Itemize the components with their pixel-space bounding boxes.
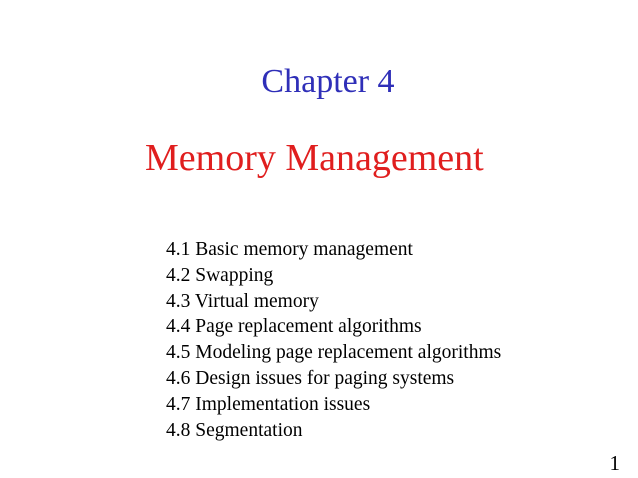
toc-item: 4.5 Modeling page replacement algorithms — [166, 342, 502, 364]
toc-item: 4.1 Basic memory management — [166, 239, 413, 260]
slide-subtitle: Memory Management — [145, 137, 484, 179]
toc-item: 4.2 Swapping — [166, 264, 274, 286]
toc-item: 4.4 Page replacement algorithms — [166, 316, 422, 338]
chapter-title: Chapter 4 — [261, 63, 395, 100]
table-of-contents — [166, 237, 501, 443]
toc-item: 4.3 Virtual memory — [166, 290, 319, 312]
toc-item: 4.7 Implementation issues — [166, 393, 371, 415]
toc-item: 4.6 Design issues for paging systems — [166, 367, 455, 389]
toc-item: 4.8 Segmentation — [166, 419, 303, 441]
page-number: 1 — [609, 451, 620, 475]
